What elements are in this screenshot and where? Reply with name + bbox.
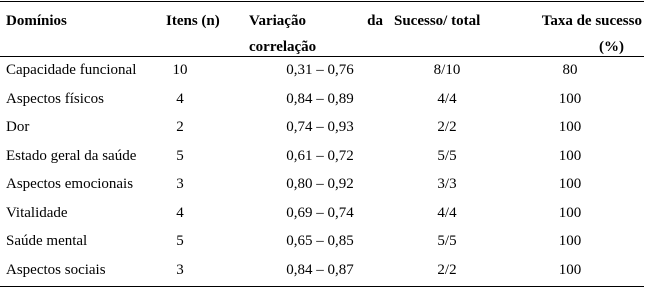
- table-row: [0, 203, 644, 232]
- cell-sucesso: 2/2: [437, 261, 457, 278]
- cell-dominio: Estado geral da saúde: [6, 147, 137, 164]
- cell-itens: 5: [176, 147, 184, 164]
- header-taxa: [518, 8, 642, 60]
- cell-sucesso: 4/4: [437, 204, 457, 221]
- table-row: [0, 60, 644, 89]
- header-variacao-correlacao: correlação: [249, 39, 317, 55]
- cell-dominio: Aspectos físicos: [6, 90, 104, 107]
- table-bottom-rule: [0, 286, 644, 287]
- cell-taxa: 100: [558, 119, 582, 135]
- cell-dominio: Vitalidade: [6, 204, 68, 221]
- cell-taxa: 100: [558, 147, 582, 164]
- table-top-rule: [0, 1, 644, 2]
- cell-sucesso: 5/5: [437, 233, 457, 249]
- header-dominios: Domínios: [6, 13, 67, 29]
- cell-variacao: 0,84 – 0,87: [286, 261, 354, 278]
- cell-taxa: 100: [558, 90, 582, 107]
- cell-itens: 4: [176, 204, 184, 221]
- header-variacao-da: da: [367, 13, 383, 29]
- cell-itens: 3: [176, 176, 184, 192]
- table-row: [0, 260, 644, 289]
- table-row: [0, 89, 644, 118]
- cell-dominio: Aspectos emocionais: [6, 176, 134, 192]
- cell-dominio: Capacidade funcional: [6, 62, 137, 78]
- cell-dominio: Saúde mental: [6, 233, 88, 249]
- header-variacao: [249, 8, 383, 60]
- cell-itens: 5: [176, 233, 184, 249]
- cell-sucesso: 4/4: [437, 90, 457, 107]
- header-taxa-pct: (%): [599, 39, 624, 55]
- table-row: [0, 117, 644, 146]
- cell-variacao: 0,80 – 0,92: [286, 176, 354, 192]
- cell-sucesso: 8/10: [433, 62, 461, 78]
- cell-dominio: Dor: [6, 119, 30, 135]
- cell-dominio: Aspectos sociais: [6, 261, 106, 278]
- cell-variacao: 0,31 – 0,76: [286, 62, 354, 78]
- cell-variacao: 0,61 – 0,72: [286, 147, 354, 164]
- cell-itens: 2: [176, 119, 184, 135]
- cell-taxa: 100: [558, 233, 582, 249]
- cell-taxa: 100: [558, 261, 582, 278]
- table-row: [0, 231, 644, 260]
- cell-itens: 10: [172, 62, 188, 78]
- cell-taxa: 100: [558, 176, 582, 192]
- header-sucesso: Sucesso/ total: [394, 13, 481, 29]
- cell-itens: 3: [176, 261, 184, 278]
- cell-sucesso: 5/5: [437, 147, 457, 164]
- header-taxa-line1: Taxa de sucesso: [541, 13, 642, 29]
- cell-variacao: 0,65 – 0,85: [286, 233, 354, 249]
- cell-itens: 4: [176, 90, 184, 107]
- cell-sucesso: 3/3: [437, 176, 457, 192]
- header-itens: Itens (n): [166, 13, 220, 29]
- header-variacao-word: Variação: [249, 13, 306, 29]
- cell-taxa: 80: [562, 62, 578, 78]
- table-row: [0, 174, 644, 203]
- table-header-rule: [0, 56, 644, 57]
- cell-sucesso: 2/2: [437, 119, 457, 135]
- cell-variacao: 0,74 – 0,93: [286, 119, 354, 135]
- table-row: [0, 146, 644, 175]
- table-body: [0, 60, 644, 288]
- cell-variacao: 0,84 – 0,89: [286, 90, 354, 107]
- cell-variacao: 0,69 – 0,74: [286, 204, 354, 221]
- cell-taxa: 100: [558, 204, 582, 221]
